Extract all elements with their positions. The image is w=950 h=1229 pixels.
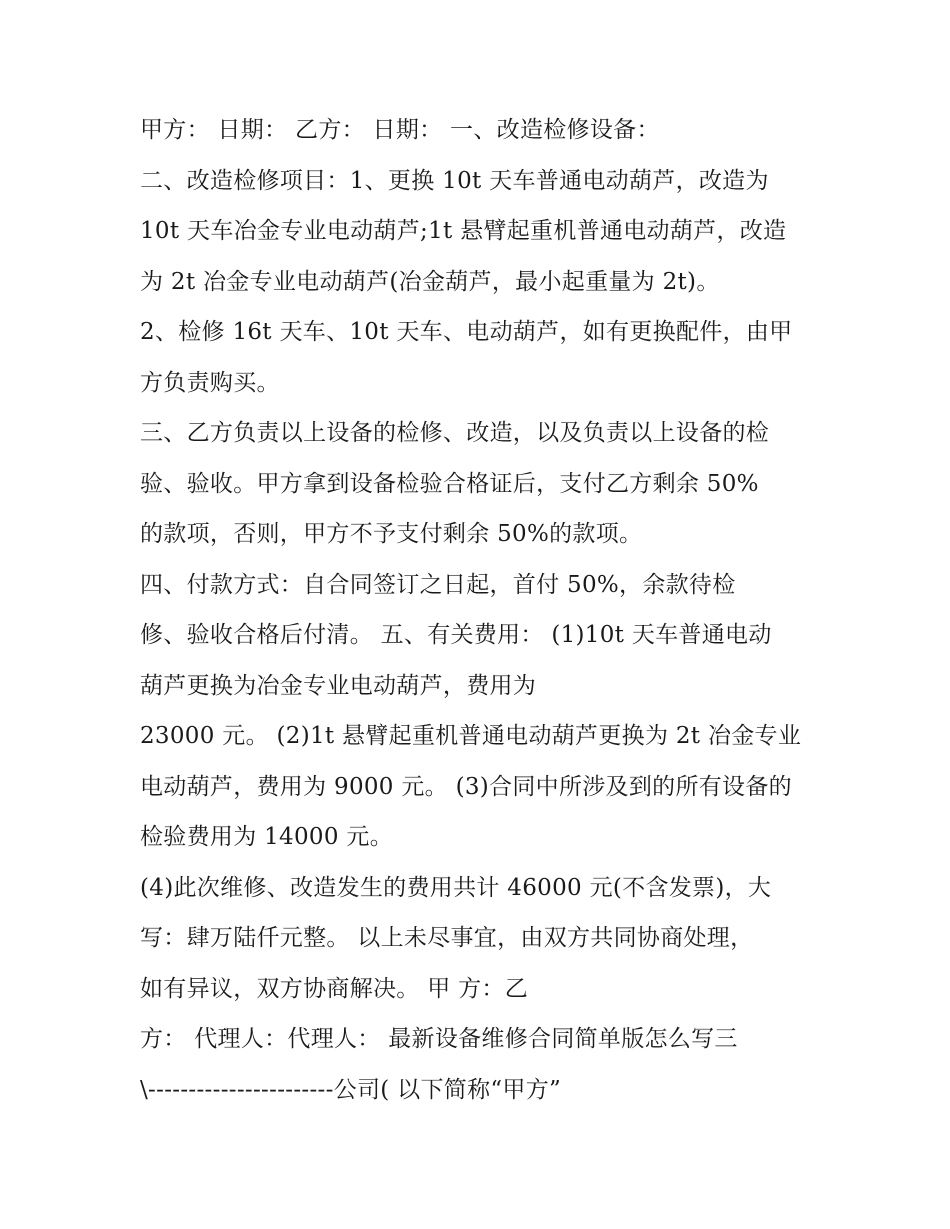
text-line: 修、验收合格后付清。 五、有关费用： (1)10t 天车普通电动 [140, 622, 772, 648]
text-line: 甲方： 日期： 乙方： 日期： 一、改造检修设备： [140, 117, 660, 143]
text-line: 的款项，否则，甲方不予支付剩余 50%的款项。 [140, 521, 643, 547]
text-line: 如有异议，双方协商解决。 甲 方：乙 [140, 976, 529, 1002]
text-line: (4)此次维修、改造发生的费用共计 46000 元(不含发票)，大 [140, 875, 772, 901]
text-line: 方负责购买。 [140, 370, 280, 396]
text-line: 10t 天车冶金专业电动葫芦;1t 悬臂起重机普通电动葫芦，改造 [140, 218, 787, 244]
text-line: 写：肆万陆仟元整。 以上未尽事宜，由双方共同协商处理， [140, 925, 754, 951]
text-line: \-----------------------公司( 以下简称“甲方” [140, 1077, 562, 1103]
text-line: 2、检修 16t 天车、10t 天车、电动葫芦，如有更换配件，由甲 [140, 319, 793, 345]
text-line: 检验费用为 14000 元。 [140, 824, 393, 850]
text-line: 方： 代理人：代理人： 最新设备维修合同简单版怎么写三 [140, 1026, 738, 1052]
text-line: 验、验收。甲方拿到设备检验合格证后，支付乙方剩余 50% [140, 471, 759, 497]
text-line: 三、乙方负责以上设备的检修、改造，以及负责以上设备的检 [140, 420, 770, 446]
text-line: 二、改造检修项目：1、更换 10t 天车普通电动葫芦，改造为 [140, 168, 769, 194]
text-line: 葫芦更换为冶金专业电动葫芦，费用为 [140, 673, 537, 699]
text-line: 23000 元。 (2)1t 悬臂起重机普通电动葫芦更换为 2t 冶金专业 [140, 723, 802, 749]
text-line: 电动葫芦，费用为 9000 元。 (3)合同中所涉及到的所有设备的 [140, 774, 792, 800]
text-line: 四、付款方式：自合同签订之日起，首付 50%，余款待检 [140, 572, 736, 598]
text-line: 为 2t 冶金专业电动葫芦(冶金葫芦，最小起重量为 2t)。 [140, 269, 720, 295]
